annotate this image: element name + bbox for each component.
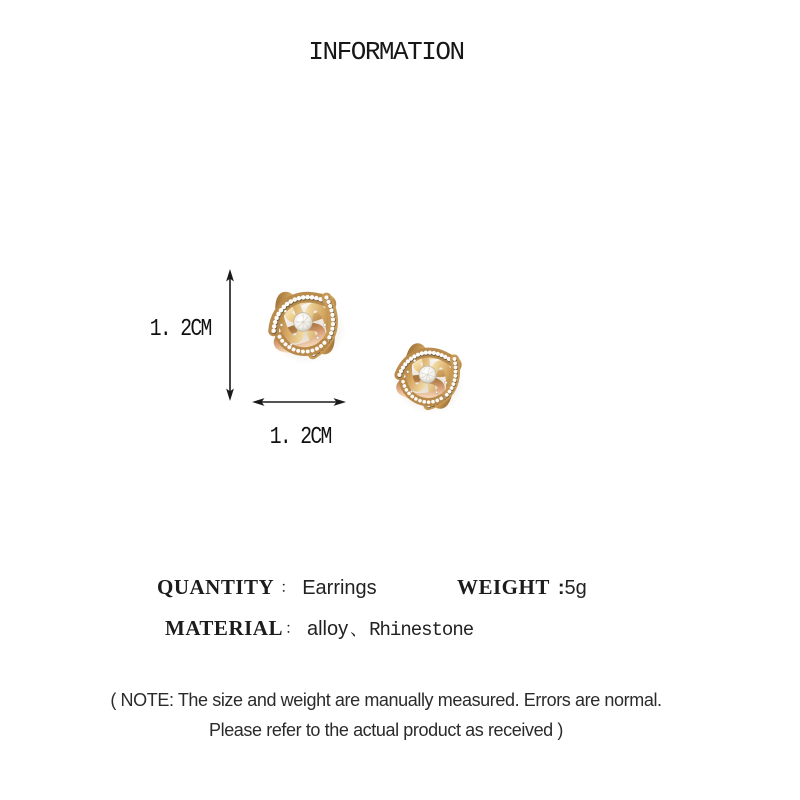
- right-earring-photo: [384, 331, 474, 421]
- quantity-separator: ：: [280, 579, 296, 596]
- weight-value: 5g: [564, 577, 587, 599]
- quantity-label: QUANTITY: [157, 575, 275, 599]
- height-dimension-label: 1. 2CM: [149, 316, 211, 343]
- material-value-separator: 、: [350, 620, 368, 639]
- material-value-alloy: alloy: [306, 618, 349, 640]
- spec-material: [165, 615, 473, 641]
- disclaimer-note: [0, 685, 786, 745]
- left-earring-photo: [256, 274, 354, 372]
- spec-weight: [457, 575, 587, 600]
- spec-quantity: [157, 575, 377, 600]
- material-label: MATERIAL: [165, 616, 283, 640]
- weight-label: WEIGHT: [457, 575, 550, 599]
- material-value-rhinestone: Rhinestone: [369, 619, 474, 641]
- width-dimension-label: 1. 2CM: [269, 424, 331, 451]
- height-dimension-arrow-icon: [223, 268, 237, 402]
- quantity-value: Earrings: [302, 577, 377, 599]
- material-separator: ：: [284, 620, 300, 637]
- weight-separator: :: [557, 577, 565, 599]
- disclaimer-note-line1: ( NOTE: The size and weight are manually measured. Errors are normal.: [110, 690, 662, 710]
- page-title: INFORMATION: [308, 37, 464, 67]
- width-dimension-arrow-icon: [251, 395, 347, 409]
- disclaimer-note-line2: Please refer to the actual product as received ): [208, 720, 563, 740]
